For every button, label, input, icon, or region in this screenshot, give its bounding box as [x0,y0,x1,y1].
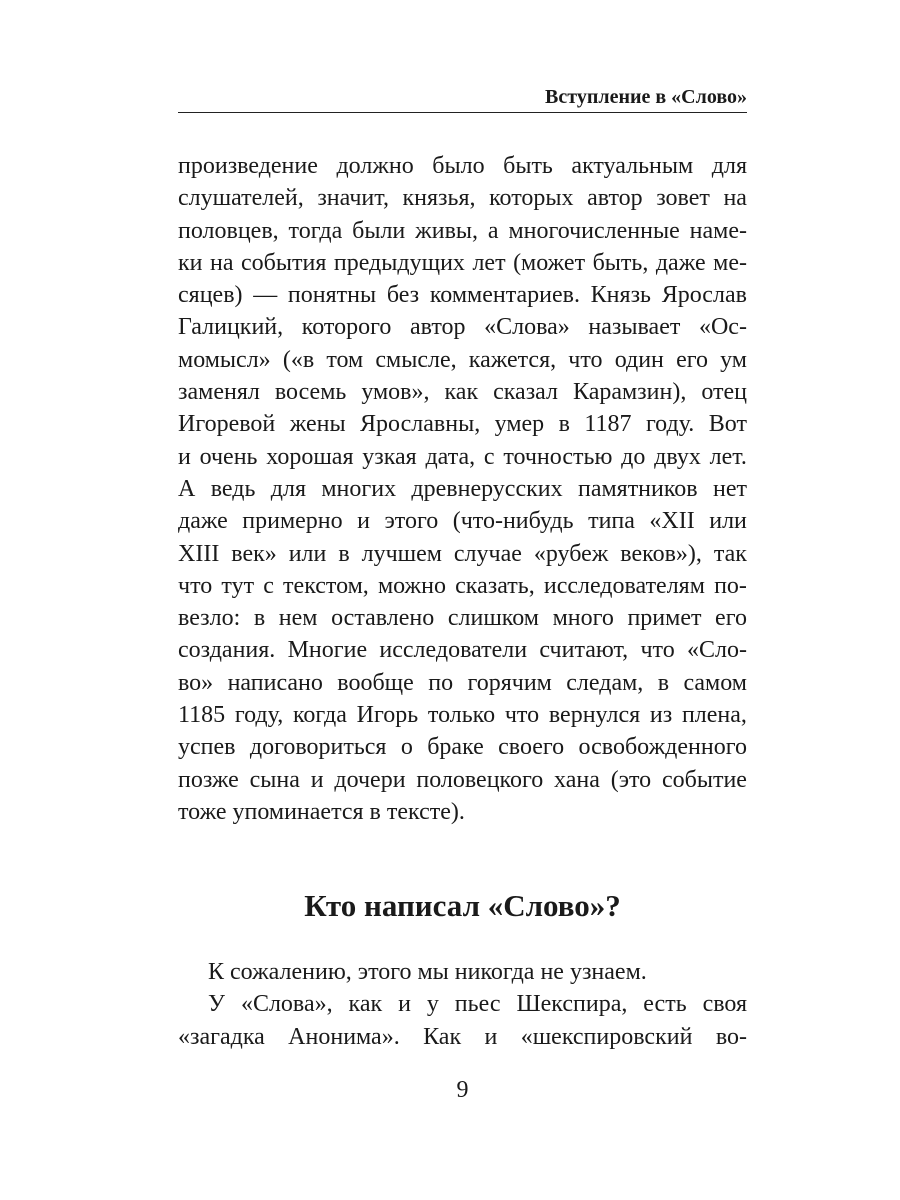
text-line: тоже упоминается в тексте). [178,798,465,825]
text-line: и очень хорошая узкая дата, с точностью до двух лет. [178,443,747,470]
text-line: К сожалению, этого мы никогда не узнаем. [208,959,647,985]
text-line: что тут с текстом, можно сказать, исследователям по- [178,572,747,599]
text-line: XIII век» или в лучшем случае «рубеж веков»), так [178,540,747,567]
text-line: А ведь для многих древнерусских памятников нет [178,475,747,502]
text-line: 1185 году, когда Игорь только что вернулся из плена, [178,702,747,729]
text-line: сяцев) — понятны без комментариев. Князь Ярослав [178,282,747,309]
text-line: позже сына и дочери половецкого хана (это событие [178,766,747,793]
text-line: момысл» («в том смысле, кажется, что один его ум [178,346,747,373]
text-line: ки на события предыдущих лет (может быть, даже ме- [178,249,747,276]
text-line: слушателей, значит, князья, которых автор зовет на [178,185,747,212]
body-text [178,150,747,828]
section-text [178,956,747,1053]
section-heading: Кто написал «Слово»? [304,888,621,923]
running-header [178,82,747,113]
text-line: половцев, тогда были живы, а многочисленные наме- [178,217,747,244]
text-line: везло: в нем оставлено слишком много примет его [178,605,747,632]
text-line: Игоревой жены Ярославны, умер в 1187 году. Вот [178,411,747,438]
text-line: «загадка Анонима». Как и «шекспировский во- [178,1023,747,1050]
text-line: создания. Многие исследователи считают, что «Сло- [178,637,747,664]
text-line: заменял восемь умов», как сказал Карамзин), отец [178,379,747,406]
text-line: во» написано вообще по горячим следам, в самом [178,669,747,696]
text-line: даже примерно и этого (что-нибудь типа «XII или [178,508,747,535]
text-line: произведение должно было быть актуальным для [178,153,747,179]
text-line: Галицкий, которого автор «Слова» называет «Ос- [178,314,747,341]
text-line: успев договориться о браке своего освобожденного [178,734,747,761]
running-header-title: Вступление в «Слово» [545,86,747,108]
text-line: У «Слова», как и у пьес Шекспира, есть своя [208,991,747,1018]
page-number: 9 [456,1077,469,1103]
